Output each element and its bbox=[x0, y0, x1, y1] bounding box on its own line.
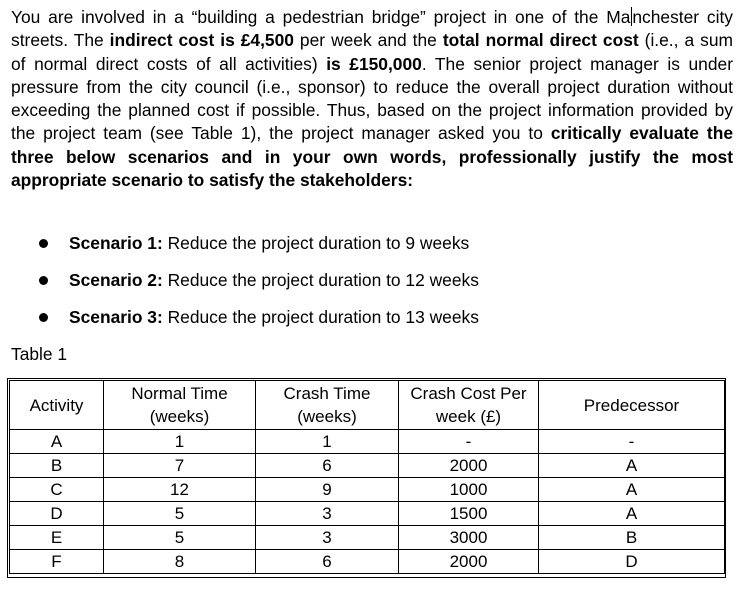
cell-crash-cost: 3000 bbox=[399, 526, 539, 550]
scenario-text bbox=[69, 267, 479, 293]
scenario-text bbox=[69, 304, 479, 330]
para-seg-2: nchester city streets. The bbox=[11, 7, 734, 51]
cell-crash-time: 6 bbox=[256, 454, 399, 478]
bullet-icon bbox=[39, 313, 48, 322]
cell-crash-cost: - bbox=[399, 430, 539, 454]
table-row bbox=[10, 430, 725, 454]
header-crash-time: Crash Time (weeks) bbox=[256, 381, 399, 430]
cell-crash-time: 6 bbox=[256, 550, 399, 574]
question-paragraph bbox=[11, 6, 733, 192]
cell-crash-time: 1 bbox=[256, 430, 399, 454]
cell-normal-time: 5 bbox=[104, 502, 256, 526]
scenario-label: Scenario 2: bbox=[69, 270, 163, 290]
cell-normal-time: 1 bbox=[104, 430, 256, 454]
scenario-item bbox=[0, 230, 742, 256]
cell-crash-cost: 1000 bbox=[399, 478, 539, 502]
scenario-desc: Reduce the project duration to 13 weeks bbox=[162, 307, 479, 327]
header-normal-time: Normal Time (weeks) bbox=[104, 381, 256, 430]
para-bold-direct-cost-value: is £150,000 bbox=[326, 53, 422, 74]
cell-crash-time: 3 bbox=[256, 526, 399, 550]
activity-table bbox=[9, 380, 725, 574]
cell-predecessor: A bbox=[539, 454, 725, 478]
para-seg-5: . The senior project manager is under pressure from the city council (i.e., sponsor) to reduce the overall project duration without exceeding the planned cost if possible. Thus, based on the project information provided by the project team (see Table 1), the project manager asked you to bbox=[11, 53, 733, 144]
cell-activity: B bbox=[10, 454, 104, 478]
para-bold-instruction: critically evaluate the three below scenarios and in your own words, professionally justify the most appropriate scenario to satisfy the stakeholders: bbox=[11, 123, 733, 191]
cell-activity: D bbox=[10, 502, 104, 526]
cell-normal-time: 8 bbox=[104, 550, 256, 574]
table-caption: Table 1 bbox=[11, 344, 68, 364]
cell-normal-time: 12 bbox=[104, 478, 256, 502]
table-row bbox=[10, 478, 725, 502]
table-row bbox=[10, 526, 725, 550]
scenario-desc: Reduce the project duration to 9 weeks bbox=[162, 233, 470, 253]
cell-activity: E bbox=[10, 526, 104, 550]
bullet-icon bbox=[39, 239, 48, 248]
cell-crash-cost: 2000 bbox=[399, 454, 539, 478]
cell-crash-time: 3 bbox=[256, 502, 399, 526]
header-predecessor: Predecessor bbox=[539, 381, 725, 430]
table-header-row bbox=[10, 381, 725, 430]
table-row bbox=[10, 454, 725, 478]
cell-normal-time: 5 bbox=[104, 526, 256, 550]
scenario-text bbox=[69, 230, 469, 256]
cell-crash-cost: 1500 bbox=[399, 502, 539, 526]
header-crash-cost: Crash Cost Per week (£) bbox=[399, 381, 539, 430]
cell-predecessor: A bbox=[539, 502, 725, 526]
table-row bbox=[10, 550, 725, 574]
header-activity: Activity bbox=[10, 381, 104, 430]
scenario-label: Scenario 1: bbox=[69, 233, 163, 253]
scenario-item bbox=[0, 304, 742, 330]
cell-activity: C bbox=[10, 478, 104, 502]
cell-normal-time: 7 bbox=[104, 454, 256, 478]
para-bold-direct-cost: total normal direct cost bbox=[442, 30, 639, 51]
cell-predecessor: - bbox=[539, 430, 725, 454]
cell-predecessor: A bbox=[539, 478, 725, 502]
scenario-label: Scenario 3: bbox=[69, 307, 163, 327]
bullet-icon bbox=[39, 276, 48, 285]
para-seg-3: per week and the bbox=[293, 30, 443, 51]
cell-predecessor: B bbox=[539, 526, 725, 550]
para-seg-4: (i.e., a sum of normal direct costs of all activities) bbox=[11, 30, 733, 74]
cell-crash-cost: 2000 bbox=[399, 550, 539, 574]
para-seg-1: You are involved in a “building a pedestrian bridge” project in one of the Ma bbox=[11, 7, 631, 27]
table-row bbox=[10, 502, 725, 526]
para-bold-indirect-cost: indirect cost is £4,500 bbox=[109, 30, 294, 51]
scenario-item bbox=[0, 267, 742, 293]
cell-activity: F bbox=[10, 550, 104, 574]
cell-predecessor: D bbox=[539, 550, 725, 574]
cell-activity: A bbox=[10, 430, 104, 454]
scenario-desc: Reduce the project duration to 12 weeks bbox=[162, 270, 479, 290]
cell-crash-time: 9 bbox=[256, 478, 399, 502]
